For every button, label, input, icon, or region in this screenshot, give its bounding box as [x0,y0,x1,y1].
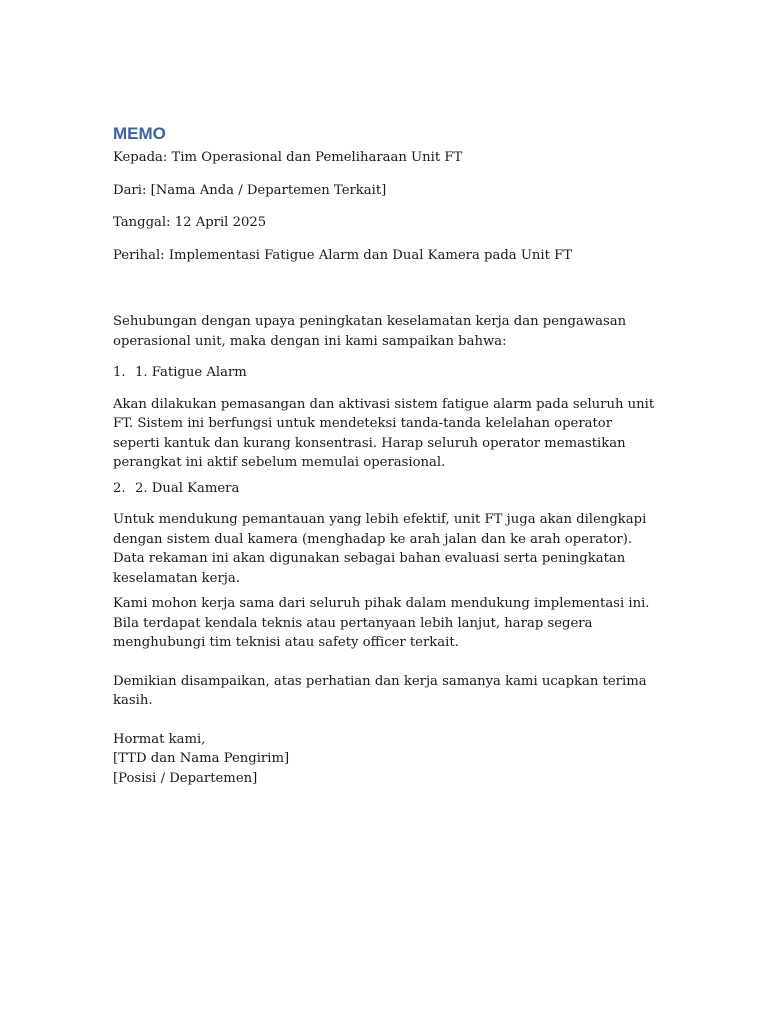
signature-position: [Posisi / Departemen] [113,770,258,786]
memo-from: Dari: [Nama Anda / Departemen Terkait] [113,182,387,198]
list-item-dual-kamera [113,479,658,499]
cooperation-paragraph: Kami mohon kerja sama dari seluruh pihak dalam mendukung implementasi ini. Bila terdapat kendala teknis atau pertanyaan lebih lanjut, harap segera menghubungi tim teknisi atau safety officer terkait. [113,596,650,650]
list-item-label: 2. Dual Kamera [135,480,240,496]
fatigue-alarm-paragraph: Akan dilakukan pemasangan dan aktivasi sistem fatigue alarm pada seluruh unit FT. Sistem ini berfungsi untuk mendeteksi tanda-tanda kelelahan operator seperti kantuk dan kurang konsentrasi. Harap seluruh operator memastikan perangkat ini aktif sebelum memulai operasional. [113,396,655,470]
closing-paragraph: Demikian disampaikan, atas perhatian dan kerja samanya kami ucapkan terima kasih. [113,673,647,708]
list-item-label: 1. Fatigue Alarm [135,365,247,380]
list-number: 2. [113,480,126,496]
memo-document [113,120,658,788]
header-spacer [113,278,658,312]
signature-block [113,730,658,789]
signature-name: [TTD dan Nama Pengirim] [113,751,290,766]
memo-date: Tanggal: 12 April 2025 [113,215,267,230]
memo-to: Kepada: Tim Operasional dan Pemeliharaan Unit FT [113,150,463,165]
list-number: 1. [113,365,126,380]
dual-kamera-paragraph: Untuk mendukung pemantauan yang lebih efektif, unit FT juga akan dilengkapi dengan sistem dual kamera (menghadap ke arah jalan dan ke arah operator). Data rekaman ini akan digunakan sebagai bahan evaluasi serta peningkatan keselamatan kerja. [113,512,647,586]
memo-subject: Perihal: Implementasi Fatigue Alarm dan Dual Kamera pada Unit FT [113,247,573,263]
intro-paragraph: Sehubungan dengan upaya peningkatan keselamatan kerja dan pengawasan operasional unit, maka dengan ini kami sampaikan bahwa: [113,314,627,349]
signature-regards: Hormat kami, [113,731,206,747]
list-item-fatigue-alarm [113,363,658,383]
memo-title: MEMO [113,124,166,143]
